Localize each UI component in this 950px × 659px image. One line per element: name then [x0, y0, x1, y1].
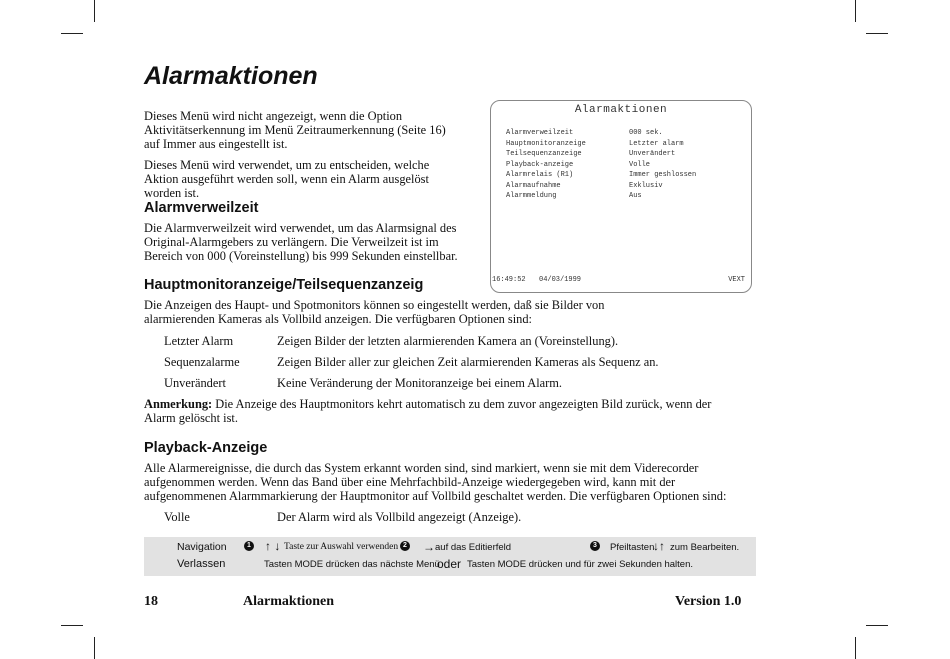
screen-row: Alarmverweilzeit 000 sek.	[506, 129, 663, 137]
step-2-badge: 2	[400, 541, 410, 551]
section-heading-alarmverweilzeit: Alarmverweilzeit	[144, 200, 259, 216]
step-2-text: auf das Editierfeld	[435, 542, 512, 553]
section-heading-hauptmonitor: Hauptmonitoranzeige/Teilsequenzanzeig	[144, 277, 424, 293]
screen-date: 04/03/1999	[539, 276, 582, 284]
right-arrow-icon: →	[423, 540, 435, 554]
note-label: Anmerkung:	[144, 397, 213, 411]
screen-row: Hauptmonitoranzeige Letzter alarm	[506, 139, 684, 148]
exit-text: Tasten MODE drücken das nächste Menü	[264, 559, 440, 570]
screen-row: Playback-anzeige Volle	[506, 160, 651, 169]
footer-section-title: Alarmaktionen	[243, 594, 334, 609]
option-key: Unverändert	[164, 376, 226, 390]
page-number: 18	[144, 594, 158, 609]
down-up-arrows-icon: ↓↑	[653, 539, 665, 553]
step-1-text: Taste zur Auswahl verwenden	[284, 542, 399, 552]
crop-mark	[855, 637, 856, 659]
page-title: Alarmaktionen	[144, 62, 318, 90]
option-key: Letzter Alarm	[164, 334, 234, 348]
screen-row: Alarmmeldung Aus	[506, 192, 642, 200]
exit-label: Verlassen	[177, 558, 226, 570]
step-3-text-end: zum Bearbeiten.	[670, 542, 740, 553]
option-desc: Der Alarm wird als Vollbild angezeigt (Anzeige).	[277, 510, 522, 524]
or-text: oder	[437, 557, 462, 571]
step-1-badge: 1	[244, 541, 254, 551]
navigation-label: Navigation	[177, 541, 227, 553]
option-desc: Zeigen Bilder aller zur gleichen Zeit alarmierenden Kameras als Sequenz an.	[277, 355, 659, 369]
crop-mark	[61, 625, 83, 626]
screen-row: Alarmrelais (R1) Immer geshlossen	[506, 171, 697, 179]
screen-time: 16:49:52	[492, 276, 526, 284]
screen-menu	[506, 128, 696, 202]
option-key: Sequenzalarme	[164, 355, 240, 369]
section-text-hauptmonitor: Die Anzeigen des Haupt- und Spotmonitors können so eingestellt werden, daß sie Bilder von alarmierenden Kameras als Vollbild anzeigen. Die verfügbaren Optionen sind:	[144, 298, 605, 327]
monitor-screen	[490, 100, 752, 293]
section-heading-playback: Playback-Anzeige	[144, 440, 268, 456]
section-text-alarmverweilzeit: Die Alarmverweilzeit wird verwendet, um das Alarmsignal des Original-Alarmgebers zu verlängern. Die Verweilzeit ist im Bereich von 000 (Voreinstellung) bis 999 Sekunden einstellbar.	[144, 221, 458, 264]
crop-mark	[855, 0, 856, 22]
option-key: Volle	[164, 510, 190, 524]
screen-title: Alarmaktionen	[574, 104, 668, 116]
section-text-playback: Alle Alarmereignisse, die durch das System erkannt worden sind, sind markiert, wenn sie mit dem Viderecorder aufgenommen werden. Wenn das Band über eine Mehrfachbild-Anzeige wiedergegeben wird, kann mit der aufgenommenen Alarmmarkierung der Hauptmonitor auf Vollbild geschaltet werden. Die verfügbaren Optionen sind:	[144, 461, 727, 504]
navigation-help-bar	[144, 537, 756, 576]
crop-mark	[866, 33, 888, 34]
crop-mark	[94, 637, 95, 659]
crop-mark	[866, 625, 888, 626]
note-paragraph	[144, 397, 744, 425]
crop-mark	[94, 0, 95, 22]
crop-mark	[61, 33, 83, 34]
step-3-badge: 3	[590, 541, 600, 551]
step-3-text: Pfeiltasten	[610, 542, 655, 553]
up-down-arrows-icon: ↑ ↓	[265, 539, 281, 553]
footer-version: Version 1.0	[675, 594, 742, 609]
option-desc: Zeigen Bilder der letzten alarmierenden Kamera an (Voreinstellung).	[277, 334, 619, 348]
screen-row: Teilsequenzanzeige Unverändert	[506, 150, 676, 158]
screen-row: Alarmaufnahme Exklusiv	[506, 181, 663, 190]
intro-paragraph-2: Dieses Menü wird verwendet, um zu entscheiden, welche Aktion ausgeführt werden soll, wenn ein Alarm ausgelöst worden ist.	[144, 158, 430, 201]
intro-paragraph-1: Dieses Menü wird nicht angezeigt, wenn die Option Aktivitätserkennung im Menü Zeitraumerkennung (Seite 16) auf Immer aus eingestellt ist.	[144, 109, 446, 152]
exit-text-2: Tasten MODE drücken und für zwei Sekunden halten.	[467, 559, 694, 570]
option-desc: Keine Veränderung der Monitoranzeige bei einem Alarm.	[277, 376, 562, 390]
note-text: Die Anzeige des Hauptmonitors kehrt automatisch zu dem zuvor angezeigten Bild zurück, wenn der Alarm gelöscht ist.	[144, 397, 712, 426]
screen-vext: VEXT	[728, 276, 745, 284]
